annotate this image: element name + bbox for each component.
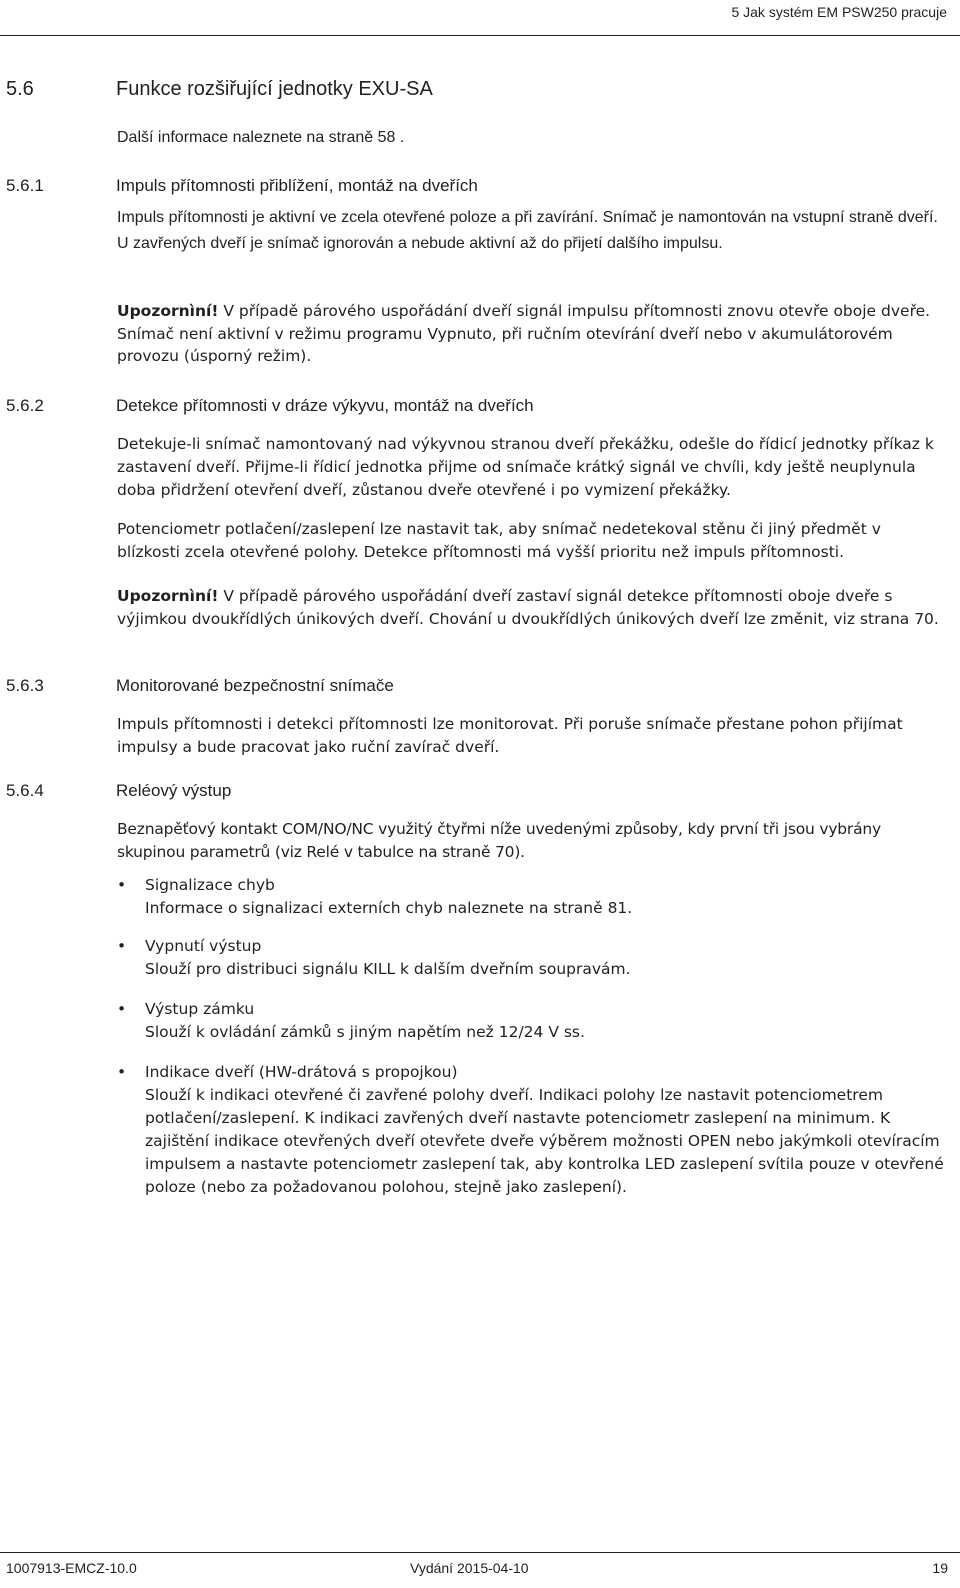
chapter-title: 5 Jak systém EM PSW250 pracuje xyxy=(731,4,947,20)
warning-text: V případě párového uspořádání dveří zastaví signál detekce přítomnosti oboje dveře s výjimkou dvoukřídlých únikových dveří. Chování u dvoukřídlých únikových dveří lze změnit, viz strana 70. xyxy=(117,587,939,628)
subsection-title: Monitorované bezpečnostní snímače xyxy=(116,676,394,695)
list-item-title: Signalizace chyb xyxy=(145,876,275,894)
warning-label: Upozornìní! xyxy=(117,302,219,320)
subsection-title: Reléový výstup xyxy=(116,781,232,800)
footer-rule xyxy=(0,1552,960,1553)
paragraph: Potenciometr potlačení/zaslepení lze nastavit tak, aby snímač nedetekoval stěnu či jiný předmět v blízkosti zcela otevřené polohy. Detekce přítomnosti má vyšší prioritu než impuls přítomnosti. xyxy=(117,520,881,561)
list-item-description: Slouží k ovládání zámků s jiným napětím než 12/24 V ss. xyxy=(145,1023,585,1041)
subsection-number: 5.6.2 xyxy=(6,396,44,415)
subsection-title: Impuls přítomnosti přiblížení, montáž na dveřích xyxy=(116,176,478,195)
page-number: 19 xyxy=(932,1560,948,1576)
issue-date: Vydání 2015-04-10 xyxy=(410,1560,529,1576)
warning-paragraph xyxy=(117,585,947,631)
subsection-title: Detekce přítomnosti v dráze výkyvu, montáž na dveřích xyxy=(116,396,534,415)
bullet-icon: • xyxy=(117,1063,127,1081)
document-id: 1007913-EMCZ-10.0 xyxy=(6,1560,137,1576)
warning-label: Upozornìní! xyxy=(117,587,219,605)
bullet-icon: • xyxy=(117,876,127,894)
list-item-description: Slouží k indikaci otevřené či zavřené polohy dveří. Indikaci polohy lze nastavit potenciometrem potlačení/zaslepení. K indikaci zavřených dveří nastavte potenciometr zaslepení na minimum. K zajištění indikace otevřených dveří otevřete dveře výběrem možnosti OPEN nebo jakýmkoli otevíracím impulsem a nastavte potenciometr zaslepení tak, aby kontrolka LED zaslepení svítila pouze v otevřené poloze (nebo za požadovanou polohou, stejně jako zaslepení). xyxy=(145,1086,944,1196)
list-item-title: Indikace dveří (HW-drátová s propojkou) xyxy=(145,1063,458,1081)
paragraph: Impuls přítomnosti je aktivní ve zcela otevřené poloze a při zavírání. Snímač je namontován na vstupní straně dveří. U zavřených dveří je snímač ignorován a nebude aktivní až do přijetí dalšího impulsu. xyxy=(117,209,938,252)
section-title: Funkce rozšiřující jednotky EXU-SA xyxy=(116,78,433,100)
header-rule xyxy=(0,35,960,36)
subsection-number: 5.6.4 xyxy=(6,781,44,800)
section-number: 5.6 xyxy=(6,78,34,100)
paragraph: Impuls přítomnosti i detekci přítomnosti lze monitorovat. Při poruše snímače přestane pohon přijímat impulsy a bude pracovat jako ruční zavírač dveří. xyxy=(117,715,903,756)
warning-paragraph xyxy=(117,300,947,368)
subsection-number: 5.6.1 xyxy=(6,176,44,195)
section-intro: Další informace naleznete na straně 58 . xyxy=(117,129,405,146)
list-item-description: Informace o signalizaci externích chyb naleznete na straně 81. xyxy=(145,899,633,917)
warning-text: V případě párového uspořádání dveří signál impulsu přítomnosti znovu otevře oboje dveře. Snímač není aktivní v režimu programu Vypnuto, při ručním otevírání dveří nebo v akumulátorovém provozu (úsporný režim). xyxy=(117,302,931,365)
list-item-title: Vypnutí výstup xyxy=(145,937,262,955)
bullet-icon: • xyxy=(117,1000,127,1018)
paragraph: Detekuje-li snímač namontovaný nad výkyvnou stranou dveří překážku, odešle do řídicí jednotky příkaz k zastavení dveří. Přijme-li řídicí jednotka přijme od snímače krátký signál ve chvíli, kdy ještě neuplynula doba přidržení otevření dveří, zůstanou dveře otevřené i po vymizení překážky. xyxy=(117,435,934,499)
bullet-icon: • xyxy=(117,937,127,955)
list-item-description: Slouží pro distribuci signálu KILL k dalším dveřním soupravám. xyxy=(145,960,631,978)
list-item-title: Výstup zámku xyxy=(145,1000,255,1018)
page-header xyxy=(0,0,960,36)
paragraph: Beznapěťový kontakt COM/NO/NC využitý čtyřmi níže uvedenými způsoby, kdy první tři jsou vybrány skupinou parametrů (viz Relé v tabulce na straně 70). xyxy=(117,820,881,861)
subsection-number: 5.6.3 xyxy=(6,676,44,695)
